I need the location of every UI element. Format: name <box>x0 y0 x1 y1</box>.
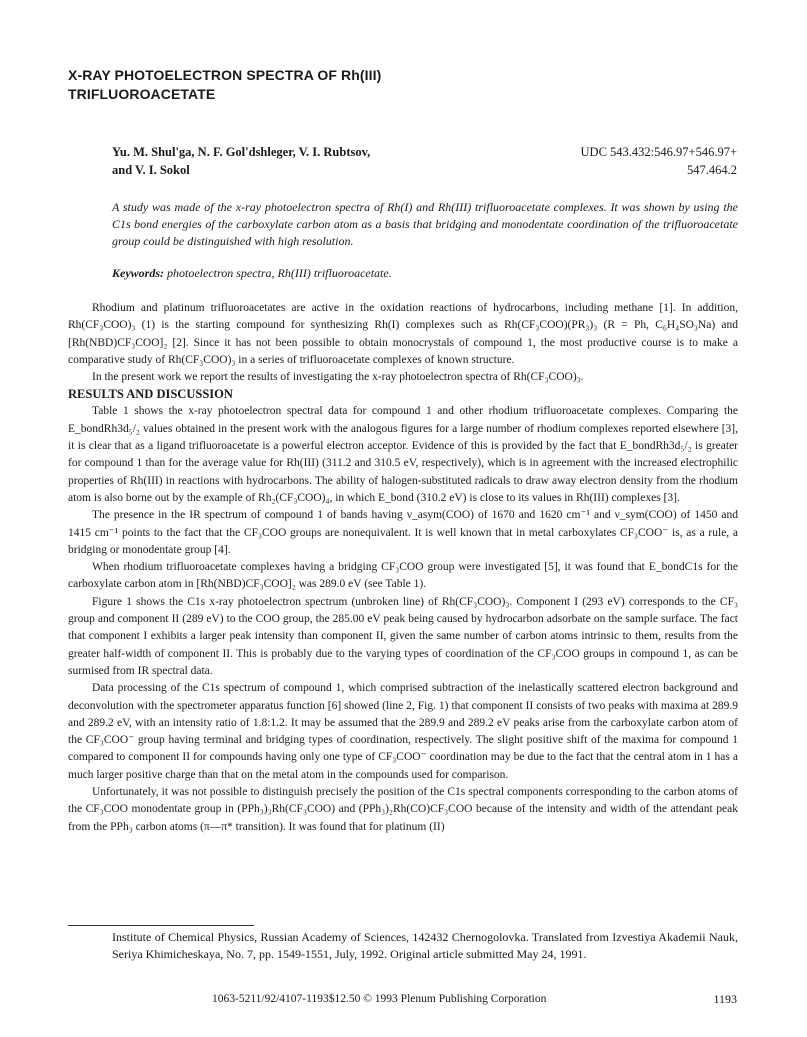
copyright-line: 1063-5211/92/4107-1193$12.50 © 1993 Plenum Publishing Corporation <box>212 993 547 1005</box>
section-heading: RESULTS AND DISCUSSION <box>68 387 233 402</box>
paragraph-6: Figure 1 shows the C1s x-ray photoelectron spectrum (unbroken line) of Rh(CF₃COO)₃. Component I (293 eV) corresponds to the CF₃ group and component II (289 eV) to the COO group, the 285.00 eV peak being caused by hydrocarbon adsorbate on the sample surface. The fact that component I exhibits a larger peak intensity than component II, given the same number of carbon atoms intrinsic to them, results from the greater half-width of component II. This is probably due to the varying types of coordination of the CF₃COO groups in compound 1, as can be surmised from IR spectral data. <box>68 595 738 677</box>
udc-classification <box>477 143 737 179</box>
paragraph-8: Unfortunately, it was not possible to distinguish precisely the position of the C1s spectral components corresponding to the carbon atoms of the CF₃COO monodentate group in (PPh₃)₃Rh(CF₃COO) and (PPh₃)₂Rh(CO)CF₃COO because of the intensity and width of the attendant peak from the PPh₃ carbon atoms (π—π* transition). It was found that for platinum (II) <box>68 786 738 833</box>
keywords <box>112 265 738 282</box>
keywords-label: Keywords: <box>112 266 164 280</box>
paragraph-1: Rhodium and platinum trifluoroacetates are active in the oxidation reactions of hydrocarbons, including methane [1]. In addition, Rh(CF₃COO)₃ (1) is the starting compound for synthesizing Rh(I) complexes such as Rh(CF₃COO)(PR₃)₃ (R = Ph, C₆H₄SO₃Na) and [Rh(NBD)CF₃COO]₂ [2]. Since it has not been possible to obtain monocrystals of compound 1, the most productive course is to make a comparative study of Rh(CF₃COO)₃ in a series of trifluoroacetate complexes of known structure. <box>68 302 738 366</box>
title-line-1: X-RAY PHOTOELECTRON SPECTRA OF Rh(III) <box>68 67 382 83</box>
paragraph-3: Table 1 shows the x-ray photoelectron spectral data for compound 1 and other rhodium trifluoroacetate complexes. Comparing the E_bondRh3d₅/₂ values obtained in the present work with the analogous figures for a large number of rhodium complexes reported elsewhere [3], it is clear that as a ligand trifluoroacetate is a powerful electron acceptor. Evidence of this is provided by the fact that E_bondRh3d₅/₂ is greater for compound 1 than for the average value for Rh(III) (311.2 and 310.5 eV, respectively), which is in agreement with the increased electrophilic properties of Rh(III) in reactions with hydrocarbons. The ability of halogen-substituted radicals to draw away electron density from the rhodium atom is also borne out by the example of Rh₂(CF₃COO)₄, in which E_bond (310.2 eV) is close to its values in Rh(III) complexes [3]. <box>68 405 738 504</box>
affiliation-footnote: Institute of Chemical Physics, Russian Academy of Sciences, 142432 Chernogolovka. Translated from Izvestiya Akademii Nauk, Seriya Khimicheskaya, No. 7, pp. 1549-1551, July, 1992. Original article submitted May 24, 1991. <box>112 930 738 961</box>
page-number: 1193 <box>713 992 737 1006</box>
udc-line-2: 547.464.2 <box>687 163 737 177</box>
udc-line-1: UDC 543.432:546.97+546.97+ <box>580 145 737 159</box>
keywords-text: photoelectron spectra, Rh(III) trifluoroacetate. <box>164 266 392 280</box>
paper-title <box>68 66 588 104</box>
footnote-divider <box>68 925 254 926</box>
author-list <box>112 143 442 179</box>
authors-line-1: Yu. M. Shul'ga, N. F. Gol'dshleger, V. I. Rubtsov, <box>112 145 371 159</box>
body-text <box>68 300 738 836</box>
paragraph-2: In the present work we report the results of investigating the x-ray photoelectron spectra of Rh(CF₃COO)₃. <box>92 371 584 384</box>
abstract: A study was made of the x-ray photoelectron spectra of Rh(I) and Rh(III) trifluoroacetate complexes. It was shown by using the C1s bond energies of the carboxylate carbon atom as a basis that bridging and monodentate coordination of the trifluoroacetate group could be distinguished with high resolution. <box>112 200 738 248</box>
title-line-2: TRIFLUOROACETATE <box>68 86 216 102</box>
authors-line-2: and V. I. Sokol <box>112 163 190 177</box>
paragraph-5: When rhodium trifluoroacetate complexes having a bridging CF₃COO group were investigated [5], it was found that E_bondC1s for the carboxylate carbon atom in [Rh(NBD)CF₃COO]₂ was 289.0 eV (see Table 1). <box>68 561 738 591</box>
paragraph-4: The presence in the IR spectrum of compound 1 of bands having ν_asym(COO) of 1670 and 1620 cm⁻¹ and ν_sym(COO) of 1450 and 1415 cm⁻¹ points to the fact that the CF₃COO groups are nonequivalent. It is well known that in metal carboxylates CF₃COO⁻ is, as a rule, a bridging or monodentate group [4]. <box>68 509 738 556</box>
paragraph-7: Data processing of the C1s spectrum of compound 1, which comprised subtraction of the inelastically scattered electron background and deconvolution with the spectrometer apparatus function [6] showed (line 2, Fig. 1) that component II consists of two peaks with maxima at 289.9 and 289.2 eV, with an intensity ratio of 1.8:1.2. It may be assumed that the 289.9 and 289.2 eV peaks arise from the carboxylate carbon atom of the CF₃COO⁻ group having terminal and bridging types of coordination, respectively. The slight positive shift of the maxima for compound 1 compared to component II for compounds having only one type of CF₃COO⁻ coordination may be due to the fact that the central atom in 1 has a much larger positive charge than that on the metal atom in the compounds used for comparison. <box>68 682 738 781</box>
